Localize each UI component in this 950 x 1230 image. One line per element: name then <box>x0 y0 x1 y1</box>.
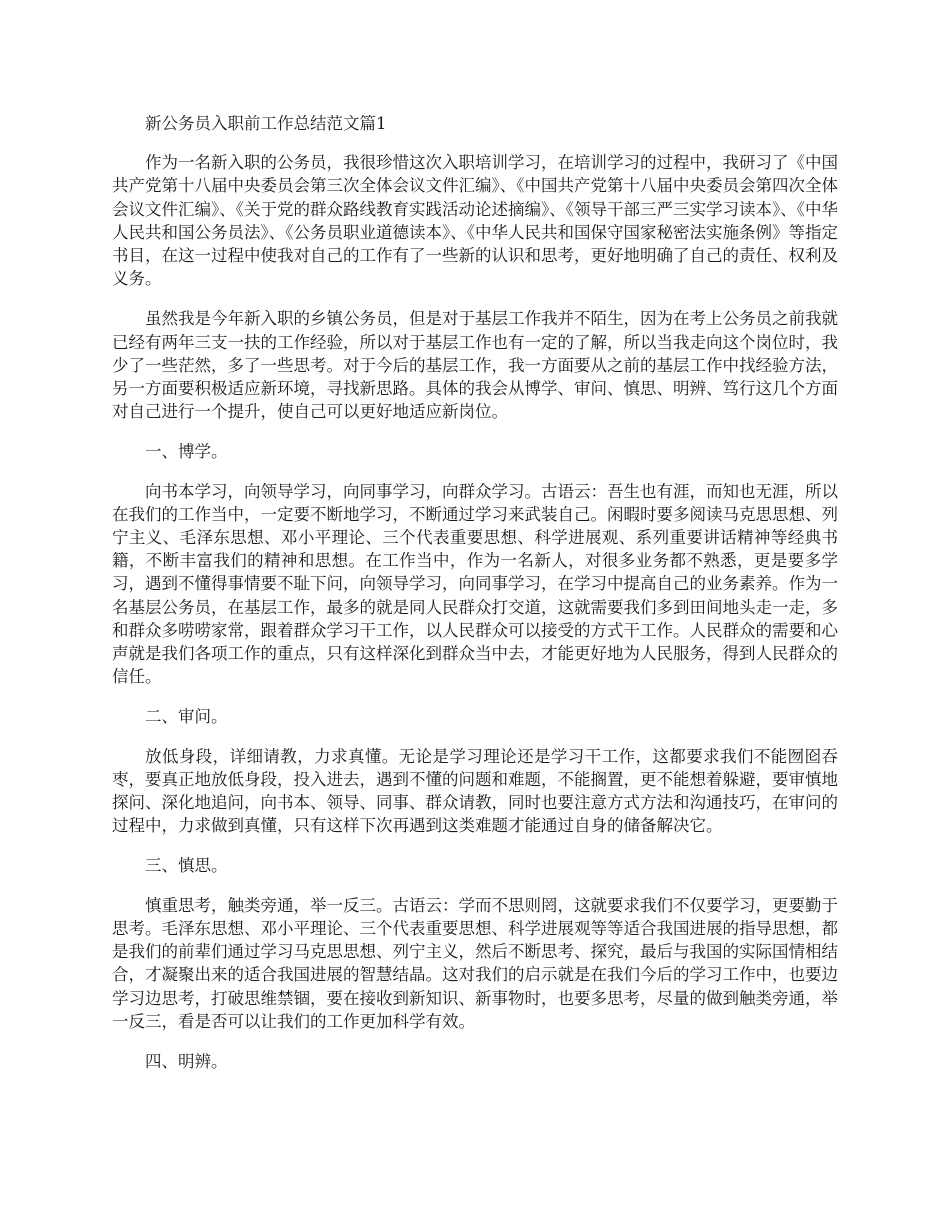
document-page <box>112 112 838 1089</box>
section-heading-boxue: 一、博学。 <box>145 442 228 462</box>
paragraph-boxue: 向书本学习，向领导学习，向同事学习，向群众学习。古语云：吾生也有涯，而知也无涯，所以在我们的工作当中，一定要不断地学习，不断通过学习来武装自己。闲暇时要多阅读马克思思想、列宁主义、毛泽东思想、邓小平理论、三个代表重要思想、科学进展观、系列重要讲话精神等经典书籍，不断丰富我们的精神和思想。在工作当中，作为一名新人，对很多业务都不熟悉，更是要多学习，遇到不懂得事情要不耻下问，向领导学习，向同事学习，在学习中提高自己的业务素养。作为一名基层公务员，在基层工作，最多的就是同人民群众打交道，这就需要我们多到田间地头走一走，多和群众多唠唠家常，跟着群众学习干工作，以人民群众可以接受的方式干工作。人民群众的需要和心声就是我们各项工作的重点，只有这样深化到群众当中去，才能更好地为人民服务，得到人民群众的信任。 <box>112 481 838 687</box>
paragraph-shenwen: 放低身段，详细请教，力求真懂。无论是学习理论还是学习干工作，这都要求我们不能囫囵吞枣，要真正地放低身段，投入进去，遇到不懂的问题和难题，不能搁置，更不能想着躲避，要审慎地探问、深化地追问，向书本、领导、同事、群众请教，同时也要注意方式方法和沟通技巧，在审问的过程中，力求做到真懂，只有这样下次再遇到这类难题才能通过自身的储备解决它。 <box>112 746 838 836</box>
section-heading-shenwen: 二、审问。 <box>145 707 228 727</box>
paragraph-intro: 作为一名新入职的公务员，我很珍惜这次入职培训学习，在培训学习的过程中，我研习了《中国共产党第十八届中央委员会第三次全体会议文件汇编》、《中国共产党第十八届中央委员会第四次全体会议文件汇编》、《关于党的群众路线教育实践活动论述摘编》、《领导干部三严三实学习读本》、《中华人民共和国公务员法》、《公务员职业道德读本》、《中华人民共和国保守国家秘密法实施条例》等指定书目，在这一过程中使我对自己的工作有了一些新的认识和思考，更好地明确了自己的责任、权利及义务。 <box>112 153 838 289</box>
section-heading-shensi: 三、慎思。 <box>145 856 228 876</box>
paragraph-shensi: 慎重思考，触类旁通，举一反三。古语云：学而不思则罔，这就要求我们不仅要学习，更要勤于思考。毛泽东思想、邓小平理论、三个代表重要思想、科学进展观等等适合我国进展的指导思想，都是我们的前辈们通过学习马克思思想、列宁主义，然后不断思考、探究，最后与我国的实际国情相结合，才凝聚出来的适合我国进展的智慧结晶。这对我们的启示就是在我们今后的学习工作中，也要边学习边思考，打破思维禁锢，要在接收到新知识、新事物时，也要多思考，尽量的做到触类旁通，举一反三，看是否可以让我们的工作更加科学有效。 <box>112 895 838 1031</box>
paragraph-background: 虽然我是今年新入职的乡镇公务员，但是对于基层工作我并不陌生，因为在考上公务员之前我就已经有两年三支一扶的工作经验，所以对于基层工作也有一定的了解，所以当我走向这个岗位时，我少了一些茫然，多了一些思考。对于今后的基层工作，我一方面要从之前的基层工作中找经验方法，另一方面要积极适应新环境，寻找新思路。具体的我会从博学、审问、慎思、明辨、笃行这几个方面对自己进行一个提升，使自己可以更好地适应新岗位。 <box>112 309 838 422</box>
section-heading-mingbian: 四、明辨。 <box>145 1051 228 1071</box>
document-title: 新公务员入职前工作总结范文篇1 <box>145 114 387 133</box>
